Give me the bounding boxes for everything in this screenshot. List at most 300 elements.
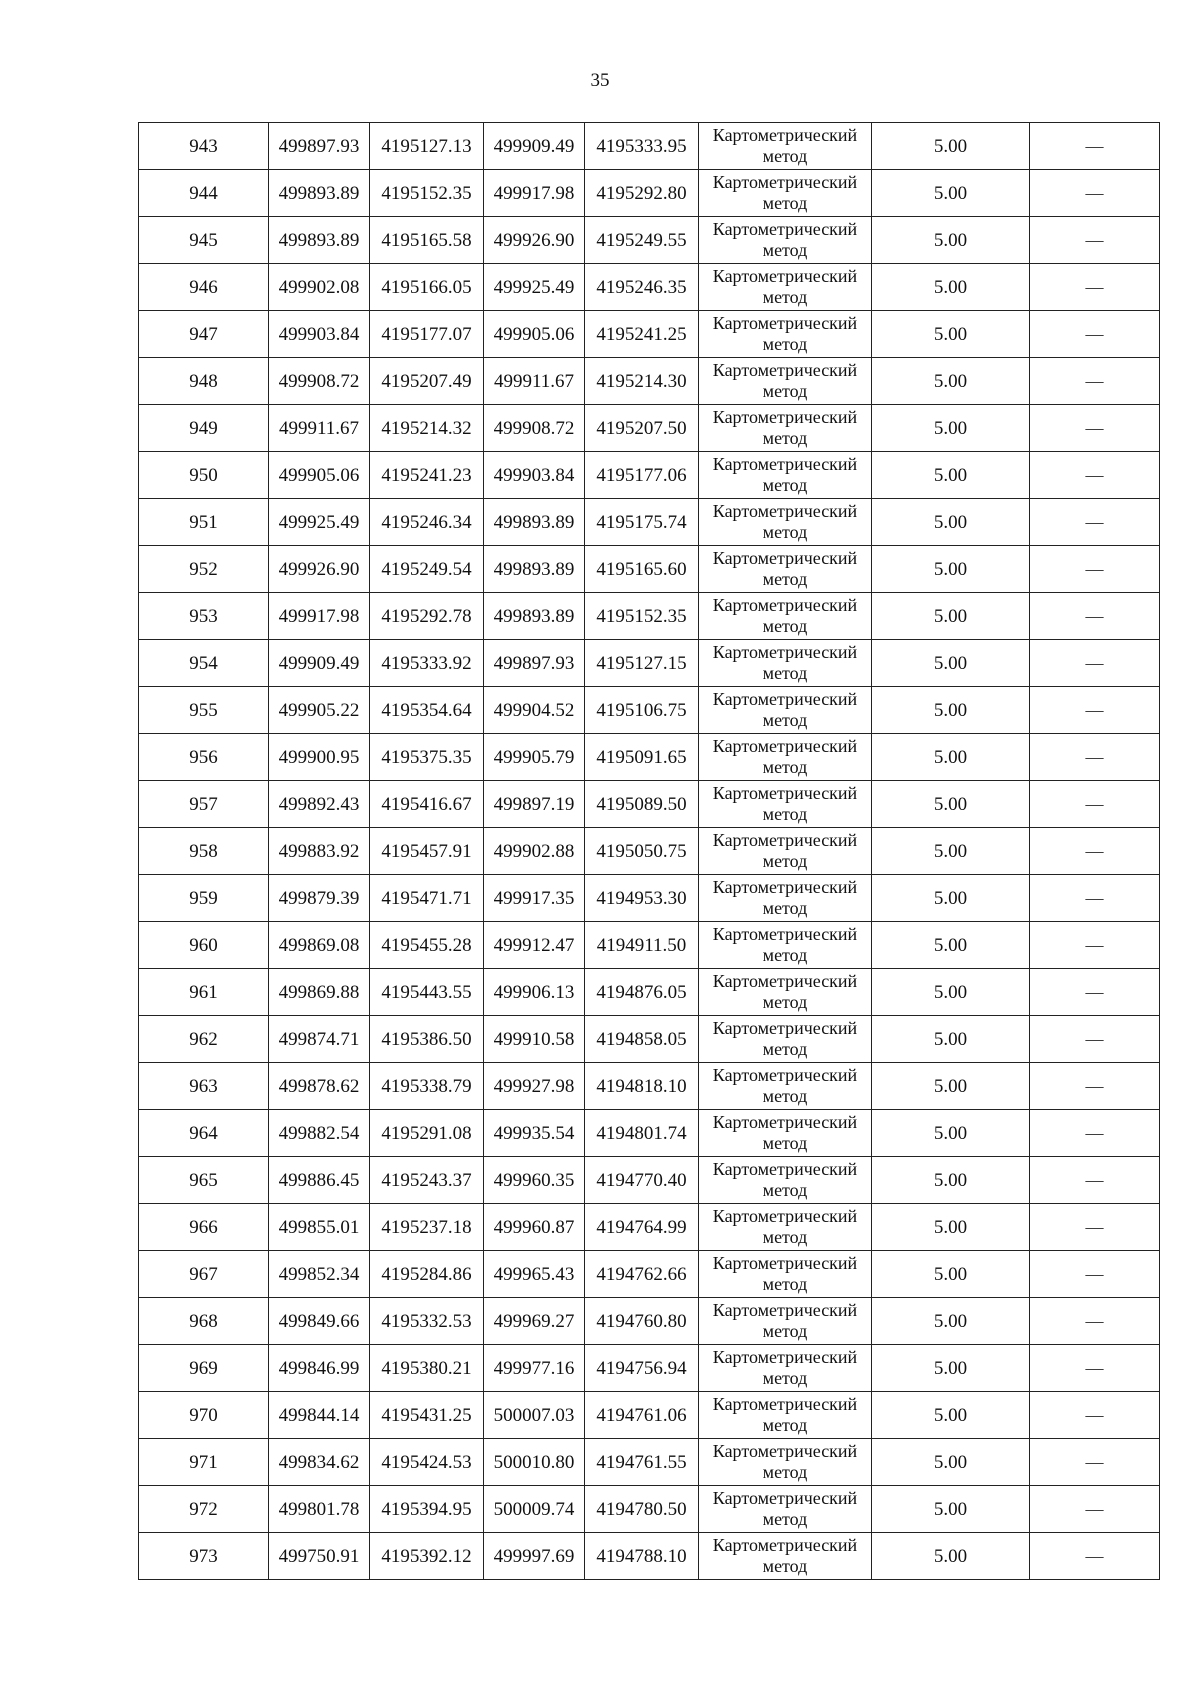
- method-line-2: метод: [762, 851, 808, 871]
- point-number-cell: 943: [139, 123, 269, 170]
- y2-cell: 4194780.50: [585, 1486, 699, 1533]
- note-cell: —: [1030, 781, 1160, 828]
- x2-cell: 499965.43: [484, 1251, 585, 1298]
- x2-cell: 500010.80: [484, 1439, 585, 1486]
- method-line-2: метод: [762, 898, 808, 918]
- table-row: [139, 1157, 1160, 1204]
- point-number-cell: 954: [139, 640, 269, 687]
- table-row: [139, 405, 1160, 452]
- method-line-1: Картометрический: [712, 1112, 858, 1132]
- y2-cell: 4195292.80: [585, 170, 699, 217]
- method-cell: [699, 828, 872, 875]
- x2-cell: 499925.49: [484, 264, 585, 311]
- y1-cell: 4195443.55: [370, 969, 484, 1016]
- table-row: [139, 1439, 1160, 1486]
- y2-cell: 4194760.80: [585, 1298, 699, 1345]
- y2-cell: 4194761.55: [585, 1439, 699, 1486]
- table-row: [139, 217, 1160, 264]
- table-row: [139, 170, 1160, 217]
- method-line-1: Картометрический: [712, 783, 858, 803]
- x1-cell: 499874.71: [269, 1016, 370, 1063]
- x2-cell: 499905.06: [484, 311, 585, 358]
- method-cell: [699, 217, 872, 264]
- accuracy-cell: 5.00: [872, 1251, 1030, 1298]
- note-cell: —: [1030, 1251, 1160, 1298]
- x2-cell: 499910.58: [484, 1016, 585, 1063]
- method-cell: [699, 781, 872, 828]
- accuracy-cell: 5.00: [872, 734, 1030, 781]
- point-number-cell: 949: [139, 405, 269, 452]
- point-number-cell: 948: [139, 358, 269, 405]
- method-line-1: Картометрический: [712, 1159, 858, 1179]
- accuracy-cell: 5.00: [872, 452, 1030, 499]
- x1-cell: 499902.08: [269, 264, 370, 311]
- page-number: 35: [590, 70, 610, 91]
- table-row: [139, 311, 1160, 358]
- x2-cell: 499909.49: [484, 123, 585, 170]
- method-line-1: Картометрический: [712, 689, 858, 709]
- accuracy-cell: 5.00: [872, 499, 1030, 546]
- y1-cell: 4195333.92: [370, 640, 484, 687]
- method-line-2: метод: [762, 1462, 808, 1482]
- method-line-1: Картометрический: [712, 313, 858, 333]
- table-row: [139, 358, 1160, 405]
- method-cell: [699, 264, 872, 311]
- accuracy-cell: 5.00: [872, 1016, 1030, 1063]
- accuracy-cell: 5.00: [872, 1486, 1030, 1533]
- point-number-cell: 964: [139, 1110, 269, 1157]
- x2-cell: 499904.52: [484, 687, 585, 734]
- table-row: [139, 969, 1160, 1016]
- accuracy-cell: 5.00: [872, 170, 1030, 217]
- note-cell: —: [1030, 1392, 1160, 1439]
- point-number-cell: 971: [139, 1439, 269, 1486]
- x1-cell: 499908.72: [269, 358, 370, 405]
- note-cell: —: [1030, 922, 1160, 969]
- method-cell: [699, 358, 872, 405]
- y1-cell: 4195386.50: [370, 1016, 484, 1063]
- method-cell: [699, 593, 872, 640]
- accuracy-cell: 5.00: [872, 1533, 1030, 1580]
- y2-cell: 4195152.35: [585, 593, 699, 640]
- point-number-cell: 965: [139, 1157, 269, 1204]
- y2-cell: 4195333.95: [585, 123, 699, 170]
- note-cell: —: [1030, 687, 1160, 734]
- method-line-2: метод: [762, 1368, 808, 1388]
- x1-cell: 499903.84: [269, 311, 370, 358]
- table-row: [139, 828, 1160, 875]
- method-cell: [699, 311, 872, 358]
- x2-cell: 499927.98: [484, 1063, 585, 1110]
- x2-cell: 499897.93: [484, 640, 585, 687]
- x1-cell: 499900.95: [269, 734, 370, 781]
- accuracy-cell: 5.00: [872, 311, 1030, 358]
- method-line-1: Картометрический: [712, 1394, 858, 1414]
- x2-cell: 499997.69: [484, 1533, 585, 1580]
- method-line-1: Картометрический: [712, 360, 858, 380]
- table-row: [139, 1486, 1160, 1533]
- table-row: [139, 734, 1160, 781]
- note-cell: —: [1030, 640, 1160, 687]
- x1-cell: 499869.08: [269, 922, 370, 969]
- method-line-1: Картометрический: [712, 1018, 858, 1038]
- method-cell: [699, 1110, 872, 1157]
- point-number-cell: 968: [139, 1298, 269, 1345]
- y1-cell: 4195416.67: [370, 781, 484, 828]
- note-cell: —: [1030, 123, 1160, 170]
- table-row: [139, 781, 1160, 828]
- note-cell: —: [1030, 499, 1160, 546]
- x2-cell: 499917.35: [484, 875, 585, 922]
- method-cell: [699, 734, 872, 781]
- accuracy-cell: 5.00: [872, 875, 1030, 922]
- y1-cell: 4195214.32: [370, 405, 484, 452]
- accuracy-cell: 5.00: [872, 264, 1030, 311]
- x1-cell: 499893.89: [269, 170, 370, 217]
- y1-cell: 4195177.07: [370, 311, 484, 358]
- y1-cell: 4195165.58: [370, 217, 484, 264]
- accuracy-cell: 5.00: [872, 969, 1030, 1016]
- x2-cell: 499935.54: [484, 1110, 585, 1157]
- x2-cell: 499905.79: [484, 734, 585, 781]
- y1-cell: 4195207.49: [370, 358, 484, 405]
- y1-cell: 4195246.34: [370, 499, 484, 546]
- point-number-cell: 947: [139, 311, 269, 358]
- method-line-2: метод: [762, 334, 808, 354]
- x1-cell: 499849.66: [269, 1298, 370, 1345]
- method-line-2: метод: [762, 1556, 808, 1576]
- accuracy-cell: 5.00: [872, 828, 1030, 875]
- note-cell: —: [1030, 828, 1160, 875]
- table-row: [139, 1063, 1160, 1110]
- method-line-1: Картометрический: [712, 1535, 858, 1555]
- x1-cell: 499893.89: [269, 217, 370, 264]
- method-line-2: метод: [762, 992, 808, 1012]
- method-cell: [699, 969, 872, 1016]
- accuracy-cell: 5.00: [872, 687, 1030, 734]
- x2-cell: 499897.19: [484, 781, 585, 828]
- x1-cell: 499905.22: [269, 687, 370, 734]
- method-line-1: Картометрический: [712, 125, 858, 145]
- y2-cell: 4194818.10: [585, 1063, 699, 1110]
- x1-cell: 499892.43: [269, 781, 370, 828]
- y2-cell: 4195106.75: [585, 687, 699, 734]
- method-line-2: метод: [762, 522, 808, 542]
- point-number-cell: 946: [139, 264, 269, 311]
- accuracy-cell: 5.00: [872, 1063, 1030, 1110]
- method-cell: [699, 687, 872, 734]
- table-row: [139, 499, 1160, 546]
- accuracy-cell: 5.00: [872, 1298, 1030, 1345]
- method-line-2: метод: [762, 475, 808, 495]
- y2-cell: 4194788.10: [585, 1533, 699, 1580]
- table-row: [139, 1204, 1160, 1251]
- table-body: [139, 123, 1160, 1580]
- x2-cell: 500007.03: [484, 1392, 585, 1439]
- x2-cell: 499917.98: [484, 170, 585, 217]
- method-line-2: метод: [762, 287, 808, 307]
- table-row: [139, 1298, 1160, 1345]
- accuracy-cell: 5.00: [872, 781, 1030, 828]
- point-number-cell: 959: [139, 875, 269, 922]
- y2-cell: 4195175.74: [585, 499, 699, 546]
- accuracy-cell: 5.00: [872, 123, 1030, 170]
- note-cell: —: [1030, 734, 1160, 781]
- y2-cell: 4194953.30: [585, 875, 699, 922]
- x1-cell: 499917.98: [269, 593, 370, 640]
- y1-cell: 4195424.53: [370, 1439, 484, 1486]
- point-number-cell: 951: [139, 499, 269, 546]
- accuracy-cell: 5.00: [872, 358, 1030, 405]
- note-cell: —: [1030, 875, 1160, 922]
- y1-cell: 4195237.18: [370, 1204, 484, 1251]
- y2-cell: 4195050.75: [585, 828, 699, 875]
- note-cell: —: [1030, 405, 1160, 452]
- method-line-2: метод: [762, 710, 808, 730]
- note-cell: —: [1030, 1204, 1160, 1251]
- y1-cell: 4195431.25: [370, 1392, 484, 1439]
- point-number-cell: 957: [139, 781, 269, 828]
- method-line-1: Картометрический: [712, 595, 858, 615]
- method-cell: [699, 640, 872, 687]
- note-cell: —: [1030, 1110, 1160, 1157]
- x1-cell: 499852.34: [269, 1251, 370, 1298]
- y2-cell: 4194756.94: [585, 1345, 699, 1392]
- x2-cell: 499960.35: [484, 1157, 585, 1204]
- method-cell: [699, 452, 872, 499]
- note-cell: —: [1030, 311, 1160, 358]
- method-cell: [699, 405, 872, 452]
- method-cell: [699, 1298, 872, 1345]
- method-line-1: Картометрический: [712, 172, 858, 192]
- note-cell: —: [1030, 1157, 1160, 1204]
- method-line-1: Картометрический: [712, 1253, 858, 1273]
- x2-cell: 499977.16: [484, 1345, 585, 1392]
- accuracy-cell: 5.00: [872, 640, 1030, 687]
- method-line-1: Картометрический: [712, 642, 858, 662]
- method-cell: [699, 123, 872, 170]
- x2-cell: 499912.47: [484, 922, 585, 969]
- method-cell: [699, 546, 872, 593]
- table-row: [139, 264, 1160, 311]
- method-line-2: метод: [762, 1086, 808, 1106]
- x2-cell: 499926.90: [484, 217, 585, 264]
- method-line-2: метод: [762, 1039, 808, 1059]
- x1-cell: 499886.45: [269, 1157, 370, 1204]
- y2-cell: 4194764.99: [585, 1204, 699, 1251]
- x1-cell: 499869.88: [269, 969, 370, 1016]
- x2-cell: 499960.87: [484, 1204, 585, 1251]
- method-cell: [699, 1204, 872, 1251]
- note-cell: —: [1030, 1533, 1160, 1580]
- note-cell: —: [1030, 1063, 1160, 1110]
- method-line-1: Картометрический: [712, 501, 858, 521]
- x2-cell: 499903.84: [484, 452, 585, 499]
- method-cell: [699, 1345, 872, 1392]
- accuracy-cell: 5.00: [872, 1110, 1030, 1157]
- method-cell: [699, 1533, 872, 1580]
- method-line-1: Картометрический: [712, 971, 858, 991]
- y2-cell: 4194876.05: [585, 969, 699, 1016]
- point-number-cell: 958: [139, 828, 269, 875]
- y2-cell: 4195214.30: [585, 358, 699, 405]
- method-line-2: метод: [762, 193, 808, 213]
- y1-cell: 4195292.78: [370, 593, 484, 640]
- x2-cell: 499906.13: [484, 969, 585, 1016]
- point-number-cell: 955: [139, 687, 269, 734]
- method-line-1: Картометрический: [712, 1300, 858, 1320]
- coordinates-table: [138, 122, 1160, 1580]
- y1-cell: 4195375.35: [370, 734, 484, 781]
- y2-cell: 4194770.40: [585, 1157, 699, 1204]
- point-number-cell: 961: [139, 969, 269, 1016]
- y1-cell: 4195457.91: [370, 828, 484, 875]
- note-cell: —: [1030, 969, 1160, 1016]
- table-row: [139, 1392, 1160, 1439]
- y1-cell: 4195380.21: [370, 1345, 484, 1392]
- y2-cell: 4195089.50: [585, 781, 699, 828]
- method-line-2: метод: [762, 804, 808, 824]
- y1-cell: 4195394.95: [370, 1486, 484, 1533]
- method-line-1: Картометрический: [712, 924, 858, 944]
- y1-cell: 4195241.23: [370, 452, 484, 499]
- method-line-2: метод: [762, 616, 808, 636]
- method-line-1: Картометрический: [712, 877, 858, 897]
- method-line-2: метод: [762, 1415, 808, 1435]
- y2-cell: 4195207.50: [585, 405, 699, 452]
- method-line-2: метод: [762, 1509, 808, 1529]
- method-line-2: метод: [762, 663, 808, 683]
- x1-cell: 499879.39: [269, 875, 370, 922]
- accuracy-cell: 5.00: [872, 1157, 1030, 1204]
- accuracy-cell: 5.00: [872, 1392, 1030, 1439]
- note-cell: —: [1030, 593, 1160, 640]
- note-cell: —: [1030, 217, 1160, 264]
- method-line-2: метод: [762, 757, 808, 777]
- y2-cell: 4195241.25: [585, 311, 699, 358]
- method-cell: [699, 1063, 872, 1110]
- method-line-1: Картометрический: [712, 1206, 858, 1226]
- note-cell: —: [1030, 358, 1160, 405]
- x2-cell: 500009.74: [484, 1486, 585, 1533]
- method-line-2: метод: [762, 428, 808, 448]
- method-line-2: метод: [762, 146, 808, 166]
- x1-cell: 499882.54: [269, 1110, 370, 1157]
- x1-cell: 499878.62: [269, 1063, 370, 1110]
- table-row: [139, 1533, 1160, 1580]
- method-line-1: Картометрический: [712, 1347, 858, 1367]
- accuracy-cell: 5.00: [872, 922, 1030, 969]
- point-number-cell: 966: [139, 1204, 269, 1251]
- y1-cell: 4195338.79: [370, 1063, 484, 1110]
- method-line-2: метод: [762, 381, 808, 401]
- x1-cell: 499905.06: [269, 452, 370, 499]
- x1-cell: 499750.91: [269, 1533, 370, 1580]
- accuracy-cell: 5.00: [872, 1345, 1030, 1392]
- x1-cell: 499855.01: [269, 1204, 370, 1251]
- x1-cell: 499897.93: [269, 123, 370, 170]
- accuracy-cell: 5.00: [872, 1204, 1030, 1251]
- y1-cell: 4195243.37: [370, 1157, 484, 1204]
- point-number-cell: 973: [139, 1533, 269, 1580]
- x1-cell: 499925.49: [269, 499, 370, 546]
- accuracy-cell: 5.00: [872, 405, 1030, 452]
- note-cell: —: [1030, 1298, 1160, 1345]
- x1-cell: 499801.78: [269, 1486, 370, 1533]
- method-cell: [699, 1251, 872, 1298]
- x1-cell: 499926.90: [269, 546, 370, 593]
- x2-cell: 499893.89: [484, 593, 585, 640]
- point-number-cell: 952: [139, 546, 269, 593]
- note-cell: —: [1030, 264, 1160, 311]
- x2-cell: 499908.72: [484, 405, 585, 452]
- note-cell: —: [1030, 170, 1160, 217]
- x2-cell: 499893.89: [484, 546, 585, 593]
- x1-cell: 499846.99: [269, 1345, 370, 1392]
- table-row: [139, 640, 1160, 687]
- method-line-1: Картометрический: [712, 1441, 858, 1461]
- x1-cell: 499844.14: [269, 1392, 370, 1439]
- x1-cell: 499883.92: [269, 828, 370, 875]
- y1-cell: 4195166.05: [370, 264, 484, 311]
- accuracy-cell: 5.00: [872, 217, 1030, 264]
- method-cell: [699, 499, 872, 546]
- point-number-cell: 945: [139, 217, 269, 264]
- y2-cell: 4195246.35: [585, 264, 699, 311]
- method-cell: [699, 875, 872, 922]
- table-row: [139, 452, 1160, 499]
- x1-cell: 499911.67: [269, 405, 370, 452]
- method-line-1: Картометрический: [712, 736, 858, 756]
- point-number-cell: 956: [139, 734, 269, 781]
- note-cell: —: [1030, 546, 1160, 593]
- method-cell: [699, 1392, 872, 1439]
- y2-cell: 4195165.60: [585, 546, 699, 593]
- method-line-1: Картометрический: [712, 219, 858, 239]
- point-number-cell: 950: [139, 452, 269, 499]
- method-line-2: метод: [762, 1180, 808, 1200]
- method-line-1: Картометрический: [712, 454, 858, 474]
- method-cell: [699, 1157, 872, 1204]
- method-cell: [699, 1439, 872, 1486]
- table-row: [139, 1016, 1160, 1063]
- y2-cell: 4194761.06: [585, 1392, 699, 1439]
- y1-cell: 4195332.53: [370, 1298, 484, 1345]
- table-row: [139, 875, 1160, 922]
- method-cell: [699, 170, 872, 217]
- point-number-cell: 963: [139, 1063, 269, 1110]
- x1-cell: 499834.62: [269, 1439, 370, 1486]
- x2-cell: 499902.88: [484, 828, 585, 875]
- table-row: [139, 1251, 1160, 1298]
- table-row: [139, 1345, 1160, 1392]
- y2-cell: 4194762.66: [585, 1251, 699, 1298]
- point-number-cell: 967: [139, 1251, 269, 1298]
- method-cell: [699, 922, 872, 969]
- method-line-2: метод: [762, 240, 808, 260]
- table-row: [139, 922, 1160, 969]
- y2-cell: 4194801.74: [585, 1110, 699, 1157]
- table-row: [139, 687, 1160, 734]
- point-number-cell: 970: [139, 1392, 269, 1439]
- y1-cell: 4195471.71: [370, 875, 484, 922]
- y1-cell: 4195127.13: [370, 123, 484, 170]
- y1-cell: 4195455.28: [370, 922, 484, 969]
- method-line-1: Картометрический: [712, 1065, 858, 1085]
- x2-cell: 499969.27: [484, 1298, 585, 1345]
- table-row: [139, 1110, 1160, 1157]
- y2-cell: 4194858.05: [585, 1016, 699, 1063]
